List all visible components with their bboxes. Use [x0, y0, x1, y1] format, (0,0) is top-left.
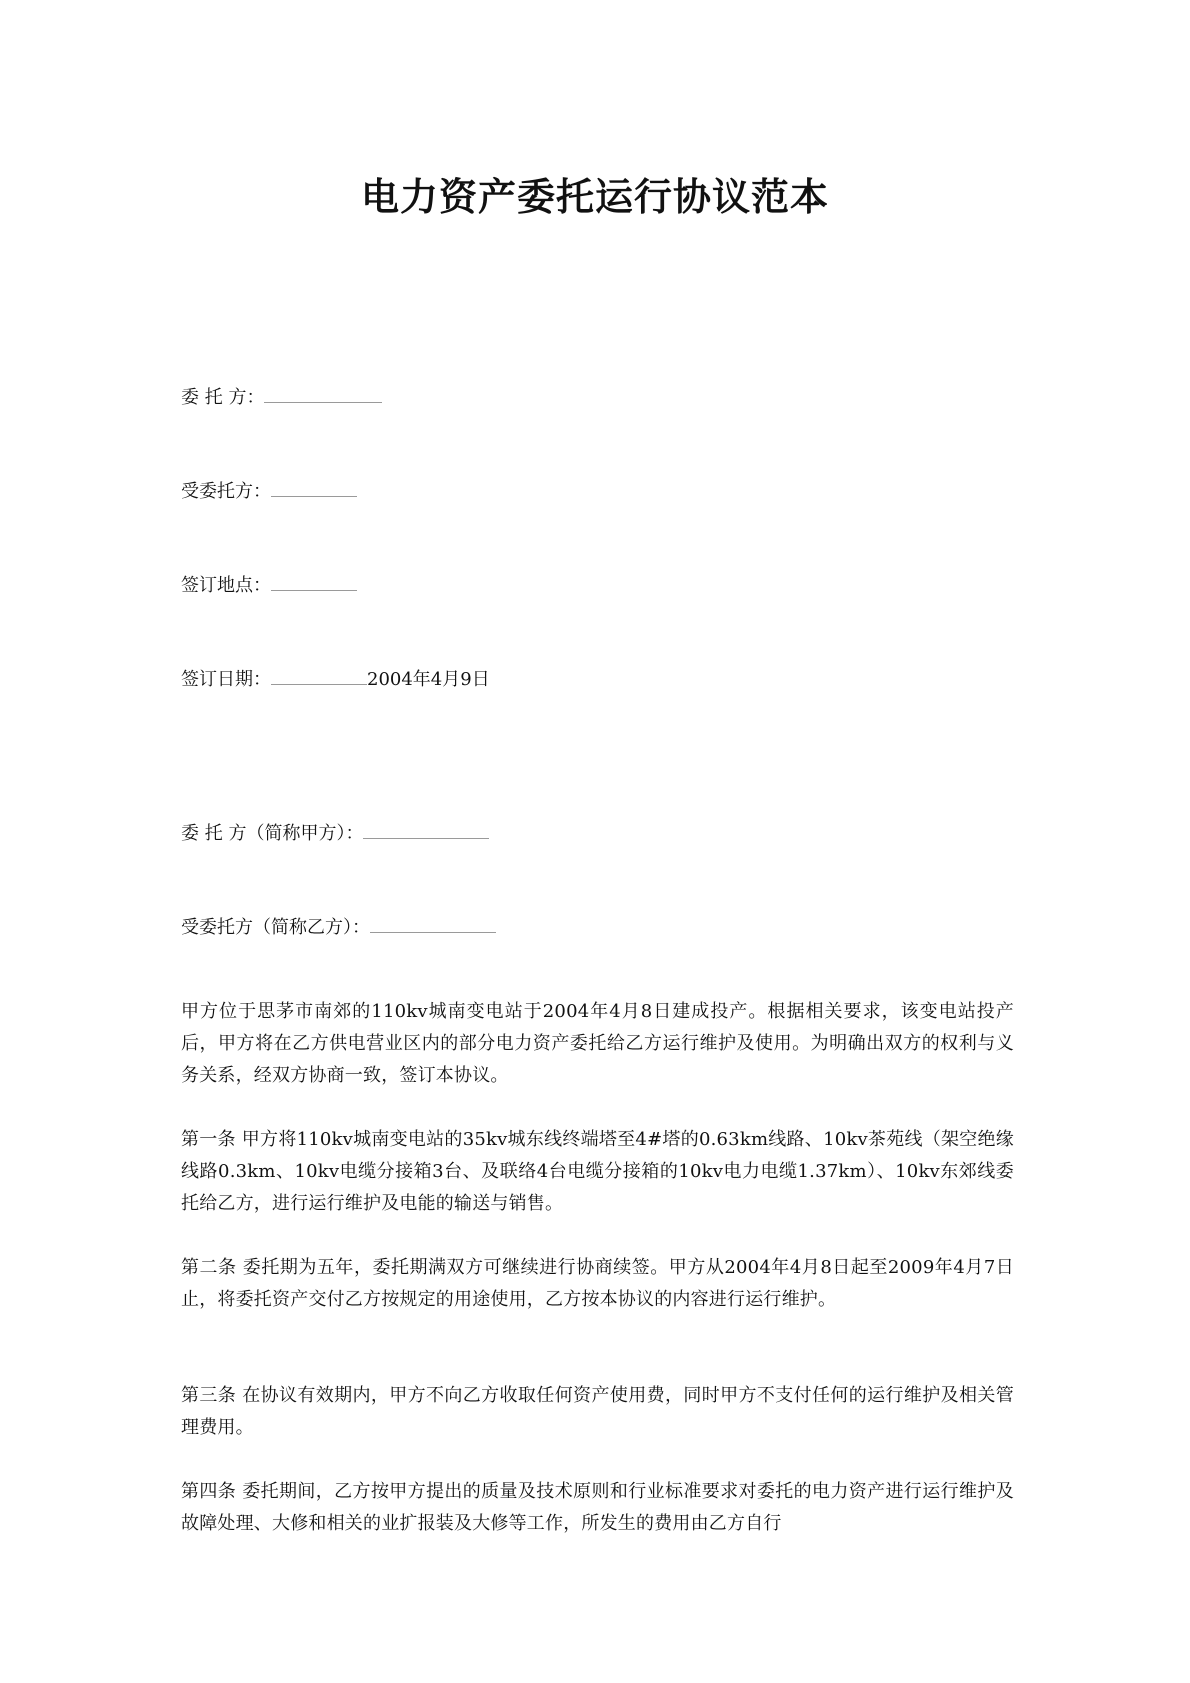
field-label: 受委托方（简称乙方）：	[181, 917, 370, 938]
field-party-b	[181, 916, 496, 940]
field-signing-place	[181, 574, 357, 598]
blank-line[interactable]	[264, 386, 382, 403]
field-label: 委 托 方（简称甲方）：	[181, 823, 364, 844]
field-entrusting-party	[181, 386, 382, 410]
field-label: 委 托 方：	[181, 387, 265, 408]
field-label: 签订日期：	[181, 669, 271, 690]
field-signing-date	[181, 668, 490, 692]
paragraph-article-4: 第四条 委托期间，乙方按甲方提出的质量及技术原则和行业标准要求对委托的电力资产进行运行维护及故障处理、大修和相关的业扩报装及大修等工作，所发生的费用由乙方自行	[181, 1481, 1014, 1534]
blank-line[interactable]	[363, 822, 489, 839]
paragraph-preamble: 甲方位于思茅市南郊的110kv城南变电站于2004年4月8日建成投产。根据相关要求，该变电站投产后，甲方将在乙方供电营业区内的部分电力资产委托给乙方运行维护及使用。为明确出双方的权利与义务关系，经双方协商一致，签订本协议。	[181, 1001, 1014, 1086]
paragraph-article-3: 第三条 在协议有效期内，甲方不向乙方收取任何资产使用费，同时甲方不支付任何的运行维护及相关管理费用。	[181, 1385, 1014, 1438]
blank-line[interactable]	[370, 916, 496, 933]
field-label: 签订地点：	[181, 575, 271, 596]
paragraph-article-2: 第二条 委托期为五年，委托期满双方可继续进行协商续签。甲方从2004年4月8日起至2009年4月7日止，将委托资产交付乙方按规定的用途使用，乙方按本协议的内容进行运行维护。	[181, 1257, 1014, 1310]
blank-line[interactable]	[271, 480, 357, 497]
field-entrusted-party	[181, 480, 357, 504]
field-party-a	[181, 822, 489, 846]
field-value: 2004年4月9日	[367, 669, 490, 690]
blank-line[interactable]	[271, 668, 367, 685]
blank-line[interactable]	[271, 574, 357, 591]
page-title: 电力资产委托运行协议范本	[360, 175, 829, 219]
field-label: 受委托方：	[181, 481, 271, 502]
paragraph-article-1: 第一条 甲方将110kv城南变电站的35kv城东线终端塔至4#塔的0.63km线路、10kv茶苑线（架空绝缘线路0.3km、10kv电缆分接箱3台、及联络4台电缆分接箱的10kv电力电缆1.37km）、10kv东郊线委托给乙方，进行运行维护及电能的输送与销售。	[181, 1129, 1014, 1214]
